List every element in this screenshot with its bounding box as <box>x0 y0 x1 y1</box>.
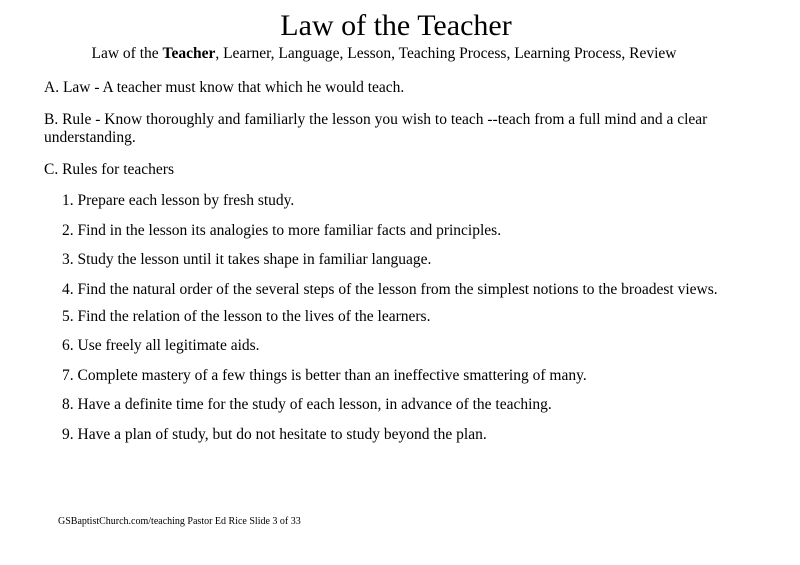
list-item: 2. Find in the lesson its analogies to more familiar facts and principles. <box>62 221 502 239</box>
list-item: 4. Find the natural order of the several steps of the lesson from the simplest notions to the broadest views. <box>62 280 718 298</box>
slide-footer: GSBaptistChurch.com/teaching Pastor Ed Rice Slide 3 of 33 <box>58 516 301 527</box>
list-item: 6. Use freely all legitimate aids. <box>62 337 260 354</box>
list-item: 7. Complete mastery of a few things is better than an ineffective smattering of many. <box>62 366 587 384</box>
rules-heading: C. Rules for teachers <box>44 161 174 178</box>
list-item: 3. Study the lesson until it takes shape in familiar language. <box>62 251 432 268</box>
slide-subtitle <box>0 44 768 64</box>
rules-list <box>62 192 752 455</box>
subtitle-highlight: Teacher <box>162 45 216 62</box>
list-item: 9. Have a plan of study, but do not hesitate to study beyond the plan. <box>62 425 487 443</box>
list-item: 5. Find the relation of the lesson to the lives of the learners. <box>62 307 431 325</box>
subtitle-suffix: , Learner, Language, Lesson, Teaching Process, Learning Process, Review <box>215 45 677 62</box>
subtitle-prefix: Law of the <box>91 45 163 62</box>
law-paragraph: A. Law - A teacher must know that which he would teach. <box>44 79 405 96</box>
list-item: 1. Prepare each lesson by fresh study. <box>62 192 295 209</box>
rule-paragraph: B. Rule - Know thoroughly and familiarly the lesson you wish to teach --teach from a full mind and a clear understanding. <box>44 111 708 146</box>
list-item: 8. Have a definite time for the study of each lesson, in advance of the teaching. <box>62 396 552 413</box>
slide-title: Law of the Teacher <box>280 9 512 42</box>
